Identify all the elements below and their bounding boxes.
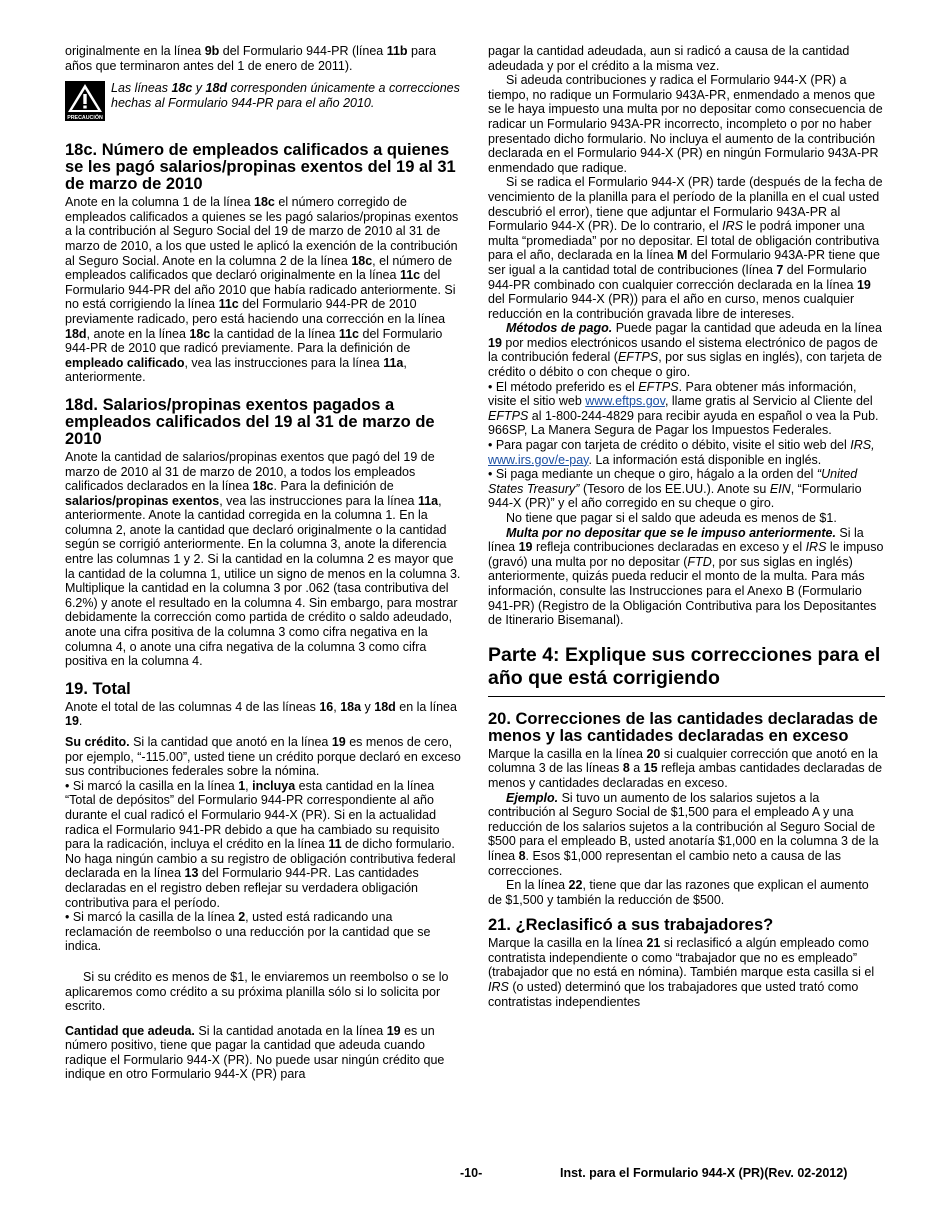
eftps-link[interactable]: www.eftps.gov (585, 394, 665, 409)
continuation-paragraph: pagar la cantidad adeudada, aun si radicó a causa de la cantidad adeudada y por el crédito a la misma vez. (488, 44, 850, 73)
parte-4-heading: Parte 4: Explique sus correcciones para el año que está corrigiendo (488, 643, 881, 689)
paragraph-19: Anote el total de las columnas 4 de las líneas 16, 18a y 18d en la línea 19. (65, 699, 457, 729)
irs-epay-link[interactable]: www.irs.gov/e-pay (488, 452, 589, 467)
page-number: -10- (460, 1166, 483, 1180)
paragraph-20: Marque la casilla en la línea 20 si cualquier corrección que anotó en la columna 3 de las líneas 8 a 15 refleja ambas cantidades declaradas de menos y cantidades declaradas en exceso. (488, 746, 883, 790)
caution-note (65, 81, 461, 126)
heading-18c: 18c. Número de empleados calificados a quienes se les pagó salarios/propinas exentos del 19 al 31 de marzo de 2010 (65, 141, 456, 194)
su-credito-paragraph: Su crédito. Si la cantidad que anotó en la línea 19 es menos de cero, por ejemplo, “-115.00”, usted tiene un crédito porque declaró en exceso sus contribuciones federales sobre la nómina. (65, 735, 461, 779)
section-divider (488, 696, 885, 697)
heading-20: 20. Correcciones de las cantidades declaradas de menos y las cantidades declaradas en exceso (488, 709, 878, 745)
multa-paragraph: Multa por no depositar que se le impuso anteriormente. Si la línea 19 refleja contribuciones declaradas en exceso y el IRS le impuso (gravó) una multa por no depositar (FTD, por sus siglas en inglés) anteriormente, quizás pueda reducir el monto de la multa. Para más información, consulte las Instrucciones para el Anexo B (Formulario 941-PR) (Registro de la Obligación Contributiva para los Depositantes de Itinerario Bisemanal). (488, 525, 884, 628)
paragraph-21: Marque la casilla en la línea 21 si reclasificó a algún empleado como contratista independiente o como “trabajador que no es empleado” (trabajador que no está en nómina). También marque esta casilla si el IRS (o usted) determinó que los trabajadores que usted trató como contratistas independientes (488, 936, 875, 1009)
heading-19: 19. Total (65, 679, 131, 698)
no-pague-paragraph: No tiene que pagar si el saldo que adeuda es menos de $1. (506, 511, 837, 525)
right-column (488, 44, 885, 1009)
paragraph-18c: Anote en la columna 1 de la línea 18c el número corregido de empleados calificados a quienes se les pagó salarios/propinas exentos a la contribución al Seguro Social del 19 de marzo de 2010 al 31 de marzo de 2010, a los que usted le aplicó la exención de la contribución al Seguro Social. Anote en la columna 2 de la línea 18c, el número de empleados calificados que declaró originalmente en la línea 11c del Formulario 944-PR del año 2010 que había radicado anteriormente. Si no está corrigiendo la línea 11c del Formulario 944-PR de 2010 previamente radicado, pero está haciendo una corrección en la línea 18d, anote en la línea 18c la cantidad de la línea 11c del Formulario 944-PR de 2010 que radicó previamente. Para la definición de empleado calificado, vea las instrucciones para la línea 11a, anteriormente. (65, 195, 459, 385)
heading-18d: 18d. Salarios/propinas exentos pagados a empleados calificados del 19 al 31 de marzo de 2010 (65, 395, 435, 448)
footer-title: Inst. para el Formulario 944-X (PR)(Rev. 02-2012) (560, 1166, 848, 1180)
bullet-linea-2: • Si marcó la casilla de la línea 2, usted está radicando una reclamación de reembolso o una reducción por la cantidad que se indica. (65, 910, 431, 954)
heading-21: 21. ¿Reclasificó a sus trabajadores? (488, 916, 774, 935)
reembolso-paragraph: Si su crédito es menos de $1, le enviaremos un reembolso o se lo aplicaremos como crédito a su próxima planilla sólo si lo solicita por escrito. (65, 969, 449, 1014)
paragraph-18d: Anote la cantidad de salarios/propinas exentos que pagó del 19 de marzo de 2010 al 31 de marzo de 2010, a todos los empleados calificados declarados en la línea 18c. Para la definición de salarios/propinas exentos, vea las instrucciones para la línea 11a, anteriormente. Anote la cantidad corregida en la columna 1. En la columna 2, anote la cantidad que declaró originalmente o la cantidad según se corrigió anteriormente. En la columna 3, anote la diferencia entre las columnas 1 y 2. Si la cantidad en la columna 2 es mayor que la cantidad de la columna 1, utilice un signo de menos en la columna 3. Multiplique la cantidad en la columna 3 por .062 (tasa contributiva del 6.2%) y anote el resultado en la columna 4. Sin embargo, para mostrar debidamente la corrección como partida de crédito o saldo adeudado, anote una cifra positiva de la columna 3 como cifra negativa en la columna 4, o anote una cifra negativa de la columna 3 como cifra positiva en la columna 4. (65, 449, 461, 669)
bullet-cheque: • Si paga mediante un cheque o giro, hágalo a la orden del “United States Treasury” (Tesoro de los EE.UU.). Anote su EIN, “Formulario 944-X (PR)” y el año corregido en su cheque o giro. (488, 467, 862, 511)
intro-paragraph: originalmente en la línea 9b del Formulario 944-PR (línea 11b para años que terminaron antes del 1 de enero de 2011). (65, 44, 437, 73)
bullet-tarjeta: • Para pagar con tarjeta de crédito o débito, visite el sitio web del IRS, www.irs.gov/e-pay. La información está disponible en inglés. (488, 438, 875, 467)
bullet-linea-1: • Si marcó la casilla en la línea 1, incluya esta cantidad en la línea “Total de depósitos” del Formulario 944-PR correspondiente al año durante el cual radicó el Formulario 944-X (PR). Si en la actualidad radica el Formulario 941-PR debido a que ha cambiado su requisito para la radicación, incluya el crédito en la línea 11 de dicho formulario. No haga ningún cambio a su registro de obligación contributiva federal declarada en la línea 13 del Formulario 944-PR. Las cantidades declaradas en el registro deben reflejar su verdadera obligación contributiva para el período. (65, 778, 456, 910)
caution-icon (65, 81, 105, 126)
linea-22-paragraph: En la línea 22, tiene que dar las razones que explican el aumento de $1,500 y también la reducción de $500. (488, 878, 869, 907)
bullet-eftps: • El método preferido es el EFTPS. Para obtener más información, visite el sitio web www.eftps.gov, llame gratis al Servicio al Cliente del EFTPS al 1-800-244-4829 para recibir ayuda en español o vea la Pub. 966SP, La Manera Segura de Pagar los Impuestos Federales. (488, 379, 879, 438)
ejemplo-paragraph: Ejemplo. Si tuvo un aumento de los salarios sujetos a la contribución al Seguro Social de $1,500 para el empleado A y una reducción de los salarios sujetos a la contribución al Seguro Social de $500 para el empleado B, usted anotaría $1,000 en la columna 3 de la línea 8. Esos $1,000 representan el cambio neto a causa de las correcciones. (488, 790, 879, 878)
svg-text:PRECAUCIÓN: PRECAUCIÓN (67, 115, 103, 122)
metodos-pago-paragraph: Métodos de pago. Puede pagar la cantidad que adeuda en la línea 19 por medios electrónicos usando el sistema electrónico de pagos de la contribución federal (EFTPS, por sus siglas en inglés), con tarjeta de crédito o débito o con cheque o giro. (488, 321, 882, 380)
left-column (65, 44, 461, 1082)
radica-tarde-paragraph: Si se radica el Formulario 944-X (PR) tarde (después de la fecha de vencimiento de la planilla para el período de la planilla en el cual usted descubrió el error), tiene que adjuntar el Formulario 943A-PR al Formulario 944-X (PR). De lo contrario, el IRS le podrá imponer una multa “promediada” por no depositar. El total de obligación contributiva para el año, declarada en la línea M del Formulario 943A-PR tiene que ser igual a la cantidad total de contribuciones (línea 7 del Formulario 944-PR combinado con cualquier corrección declarada en la línea 19 del Formulario 944-X (PR)) para el año en curso, menos cualquier reducción en la contribución gravada libre de intereses. (488, 175, 883, 321)
cantidad-adeuda-paragraph: Cantidad que adeuda. Si la cantidad anotada en la línea 19 es un número positivo, tiene que pagar la cantidad que adeuda cuando radique el Formulario 944-X (PR). No puede usar ningún crédito que indique en otro Formulario 944-X (PR) para (65, 1023, 445, 1082)
adeuda-tiempo-paragraph: Si adeuda contribuciones y radica el Formulario 944-X (PR) a tiempo, no radique un Formulario 943A-PR, enmendado a menos que se le haya impuesto una multa por no depositar como consecuencia de radicar un Formulario 943A-PR incorrecto, incompleto o por no haber presentado dicho formulario. No incluya el aumento de la contribución declarada en el Formulario 944-X (PR) en ningún Formulario 943A-PR enmendado que radique. (488, 73, 883, 175)
caution-text: Las líneas 18c y 18d corresponden únicamente a correcciones hechas al Formulario 944-PR para el año 2010. (111, 81, 460, 110)
